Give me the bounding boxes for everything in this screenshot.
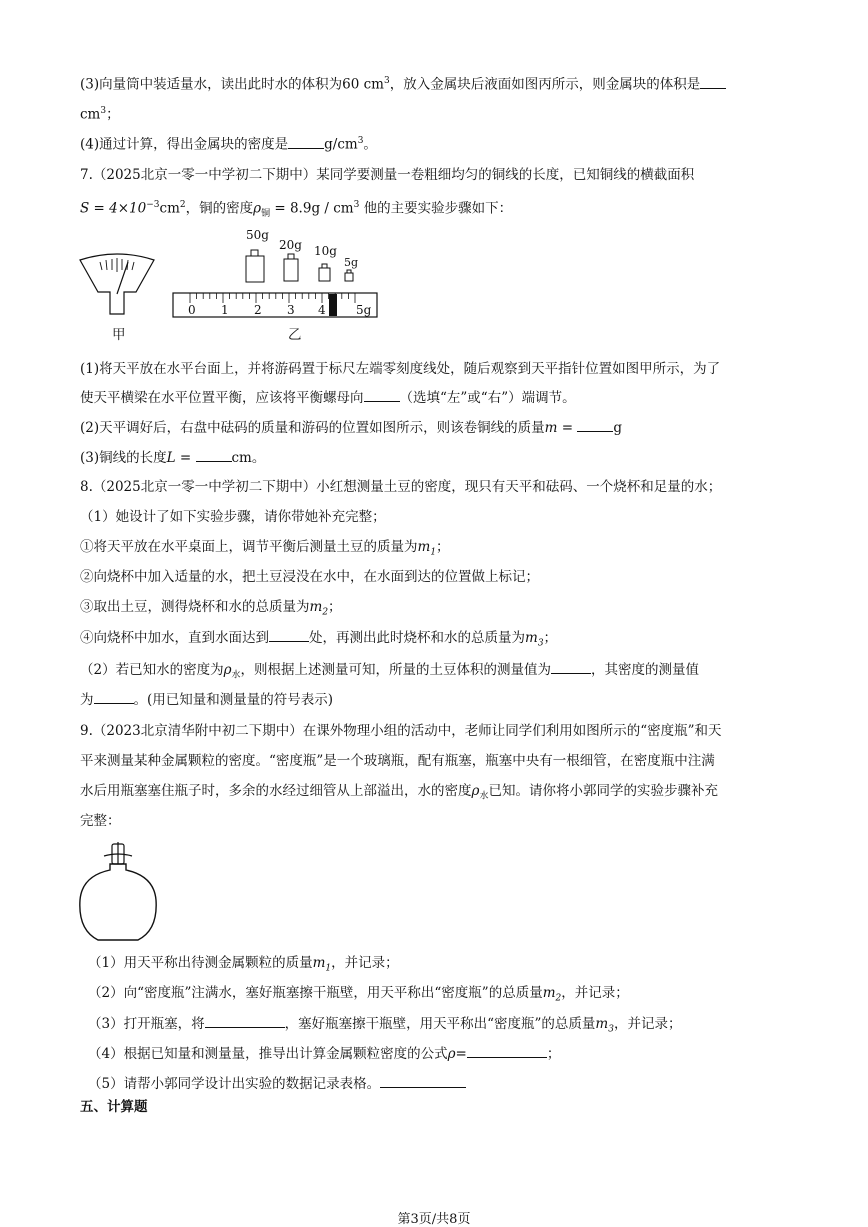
q8-step-3: ③取出土豆，测得烧杯和水的总质量为$m_2$； (80, 599, 342, 618)
scale-tick-4: 4 (318, 303, 326, 317)
q7-step3-line: (3)铜线的长度L = cm。 (80, 450, 266, 466)
q9-step-5: （5）请帮小郭同学设计出实验的数据记录表格。 (88, 1074, 466, 1093)
figure-jia-label: 甲 (112, 327, 126, 343)
answer-blank[interactable] (467, 1044, 547, 1058)
figure-yi-label: 乙 (288, 327, 302, 343)
density-bottle-figure (76, 842, 160, 944)
q6-step4-line: (4)通过计算，得出金属块的密度是 $g/cm^3$。 (80, 136, 377, 153)
q9-text-line2: 平来测量某种金属颗粒的密度。“密度瓶”是一个玻璃瓶，配有瓶塞，瓶塞中央有一根细管，在密度瓶中注满 (80, 753, 715, 769)
answer-blank[interactable] (577, 418, 613, 432)
answer-blank[interactable] (94, 690, 134, 704)
q8-part2-line2: 为 。(用已知量和测量量的符号表示) (80, 692, 334, 708)
scale-tick-3: 3 (287, 303, 295, 317)
q9-step-1: （1）用天平称出待测金属颗粒的质量$m_1$，并记录； (88, 955, 399, 974)
weight-50g-label: 50g (246, 228, 269, 242)
weight-5g-label: 5g (344, 256, 359, 269)
q9-text-line3: 水后用瓶塞塞住瓶子时，多余的水经过细管从上部溢出，水的密度$\rho_水$已知。请你将小郭同学的实验步骤补充 (80, 783, 718, 802)
q9-step-2: （2）向“密度瓶”注满水，塞好瓶塞擦干瓶壁，用天平称出“密度瓶”的总质量$m_2$，并记录； (88, 985, 629, 1004)
scale-tick-5g: 5g (356, 303, 372, 317)
weight-10g-label: 10g (314, 244, 337, 258)
q9-step-3: （3）打开瓶塞，将 ，塞好瓶塞擦干瓶壁，用天平称出“密度瓶”的总质量$m_3$，并记录； (88, 1016, 682, 1035)
q6-step3-line: (3)向量筒中装适量水，读出此时水的体积为60 $cm^3$，放入金属块后液面如图丙所示，则金属块的体积是 (80, 72, 726, 94)
answer-blank[interactable] (380, 1074, 466, 1088)
slider-rider (329, 294, 337, 316)
q9-heading: 9.（2023北京清华附中初二下期中）在课外物理小组的活动中，老师让同学们利用如图所示的“密度瓶”和天 (80, 723, 722, 739)
balance-pointer-figure (76, 248, 158, 320)
answer-blank[interactable] (364, 388, 400, 402)
q6-step3-unit-line: $cm^3$； (80, 106, 120, 123)
weight-20g-label: 20g (279, 238, 302, 252)
section-heading-calculation: 五、计算题 (80, 1099, 148, 1115)
slider-scale-figure (172, 292, 382, 320)
answer-blank[interactable] (196, 448, 232, 462)
answer-blank[interactable] (269, 628, 309, 642)
q7-step1-line1: (1)将天平放在水平台面上，并将游码置于标尺左端零刻度线处，随后观察到天平指针位置如图甲所示，为了 (80, 361, 721, 377)
q8-step-4: ④向烧杯中加水，直到水面达到 处，再测出此时烧杯和水的总质量为$m_3$； (80, 630, 558, 649)
q9-step-4: （4）根据已知量和测量量，推导出计算金属颗粒密度的公式ρ= ； (88, 1046, 561, 1062)
q7-heading: 7.（2025北京一零一中学初二下期中）某同学要测量一卷粗细均匀的铜线的长度，已知铜线的横截面积 (80, 167, 695, 183)
q7-step1-line2: 使天平横梁在水平位置平衡，应该将平衡螺母向 （选填“左”或“右”）端调节。 (80, 390, 576, 406)
q8-step-1: ①将天平放在水平桌面上，调节平衡后测量土豆的质量为$m_1$； (80, 539, 450, 558)
scale-tick-2: 2 (254, 303, 262, 317)
answer-blank[interactable] (551, 660, 591, 674)
answer-blank[interactable] (288, 135, 324, 149)
q8-part1-intro: （1）她设计了如下实验步骤，请你带她补充完整； (80, 509, 386, 525)
scale-tick-0: 0 (188, 303, 196, 317)
page-footer: 第3页/共8页 (397, 1212, 471, 1227)
answer-blank[interactable] (205, 1014, 285, 1028)
scale-tick-1: 1 (221, 303, 229, 317)
q8-part2-line1: （2）若已知水的密度为$\rho_水$，则根据上述测量可知，所量的土豆体积的测量值为 ，其密度的测量值 (80, 662, 700, 681)
q8-step-2: ②向烧杯中加入适量的水，把土豆浸没在水中，在水面到达的位置做上标记； (80, 569, 539, 585)
answer-blank[interactable] (700, 75, 726, 89)
q7-step2-line: (2)天平调好后，右盘中砝码的质量和游码的位置如图所示，则该卷铜线的质量m = g (80, 420, 622, 436)
weights-figure (244, 244, 364, 286)
q8-heading: 8.（2025北京一零一中学初二下期中）小红想测量土豆的密度，现只有天平和砝码、一个烧杯和足量的水； (80, 479, 722, 495)
q7-formula-line: $S = 4\times 10^{-3}cm^2$，铜的密度$\rho_铜 = 8.9g / cm^3$ 他的主要实验步骤如下： (80, 200, 513, 220)
q9-text-line4: 完整： (80, 813, 121, 829)
